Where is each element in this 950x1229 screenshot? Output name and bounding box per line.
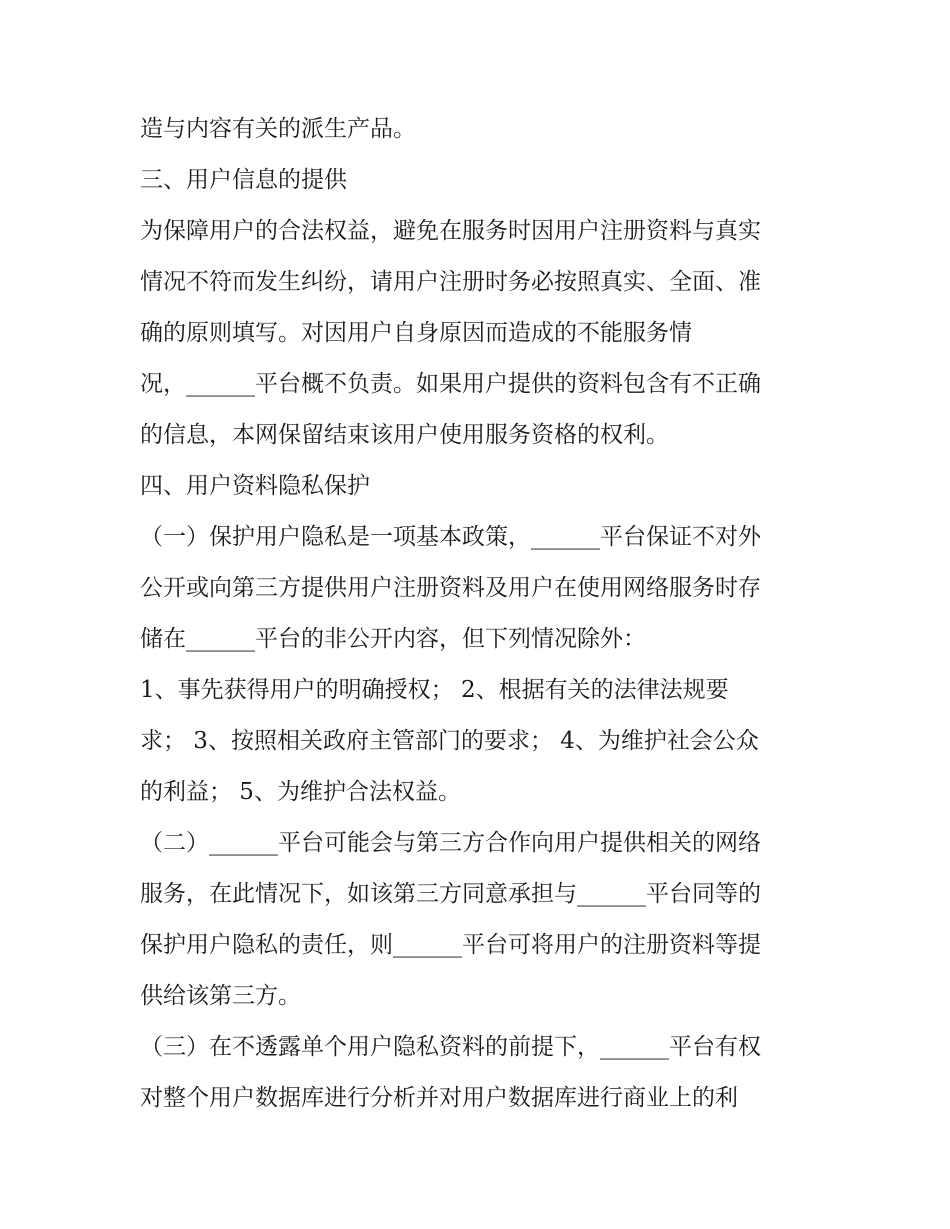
paragraph-line: 保护用户隐私的责任，则______平台可将用户的注册资料等提 <box>140 932 761 958</box>
section-heading-user-info: 三、用户信息的提供 <box>140 167 347 193</box>
paragraph-line: 储在______平台的非公开内容，但下列情况除外： <box>140 626 646 652</box>
paragraph-line: 1、事先获得用户的明确授权； 2、根据有关的法律法规要 <box>140 677 729 703</box>
section-heading-privacy: 四、用户资料隐私保护 <box>140 473 370 499</box>
paragraph-line: 求； 3、按照相关政府主管部门的要求； 4、为维护社会公众 <box>140 728 759 754</box>
paragraph-line: 供给该第三方。 <box>140 983 301 1009</box>
paragraph-line: 况，______平台概不负责。如果用户提供的资料包含有不正确 <box>140 371 761 397</box>
paragraph-line: 的利益； 5、为维护合法权益。 <box>140 779 461 805</box>
paragraph-line: 对整个用户数据库进行分析并对用户数据库进行商业上的利 <box>140 1085 738 1111</box>
paragraph-line: 服务，在此情况下，如该第三方同意承担与______平台同等的 <box>140 881 761 907</box>
paragraph-line: 情况不符而发生纠纷，请用户注册时务必按照真实、全面、准 <box>140 269 761 295</box>
paragraph-line: 公开或向第三方提供用户注册资料及用户在使用网络服务时存 <box>140 575 761 601</box>
paragraph-line: （二）______平台可能会与第三方合作向用户提供相关的网络 <box>140 830 761 856</box>
paragraph-line: 确的原则填写。对因用户自身原因而造成的不能服务情 <box>140 320 692 346</box>
paragraph-line: 的信息，本网保留结束该用户使用服务资格的权利。 <box>140 422 669 448</box>
paragraph-line: 为保障用户的合法权益，避免在服务时因用户注册资料与真实 <box>140 218 761 244</box>
paragraph-line: 造与内容有关的派生产品。 <box>140 116 416 142</box>
paragraph-line: （一）保护用户隐私是一项基本政策，______平台保证不对外 <box>140 524 761 550</box>
paragraph-line: （三）在不透露单个用户隐私资料的前提下，______平台有权 <box>140 1034 761 1060</box>
